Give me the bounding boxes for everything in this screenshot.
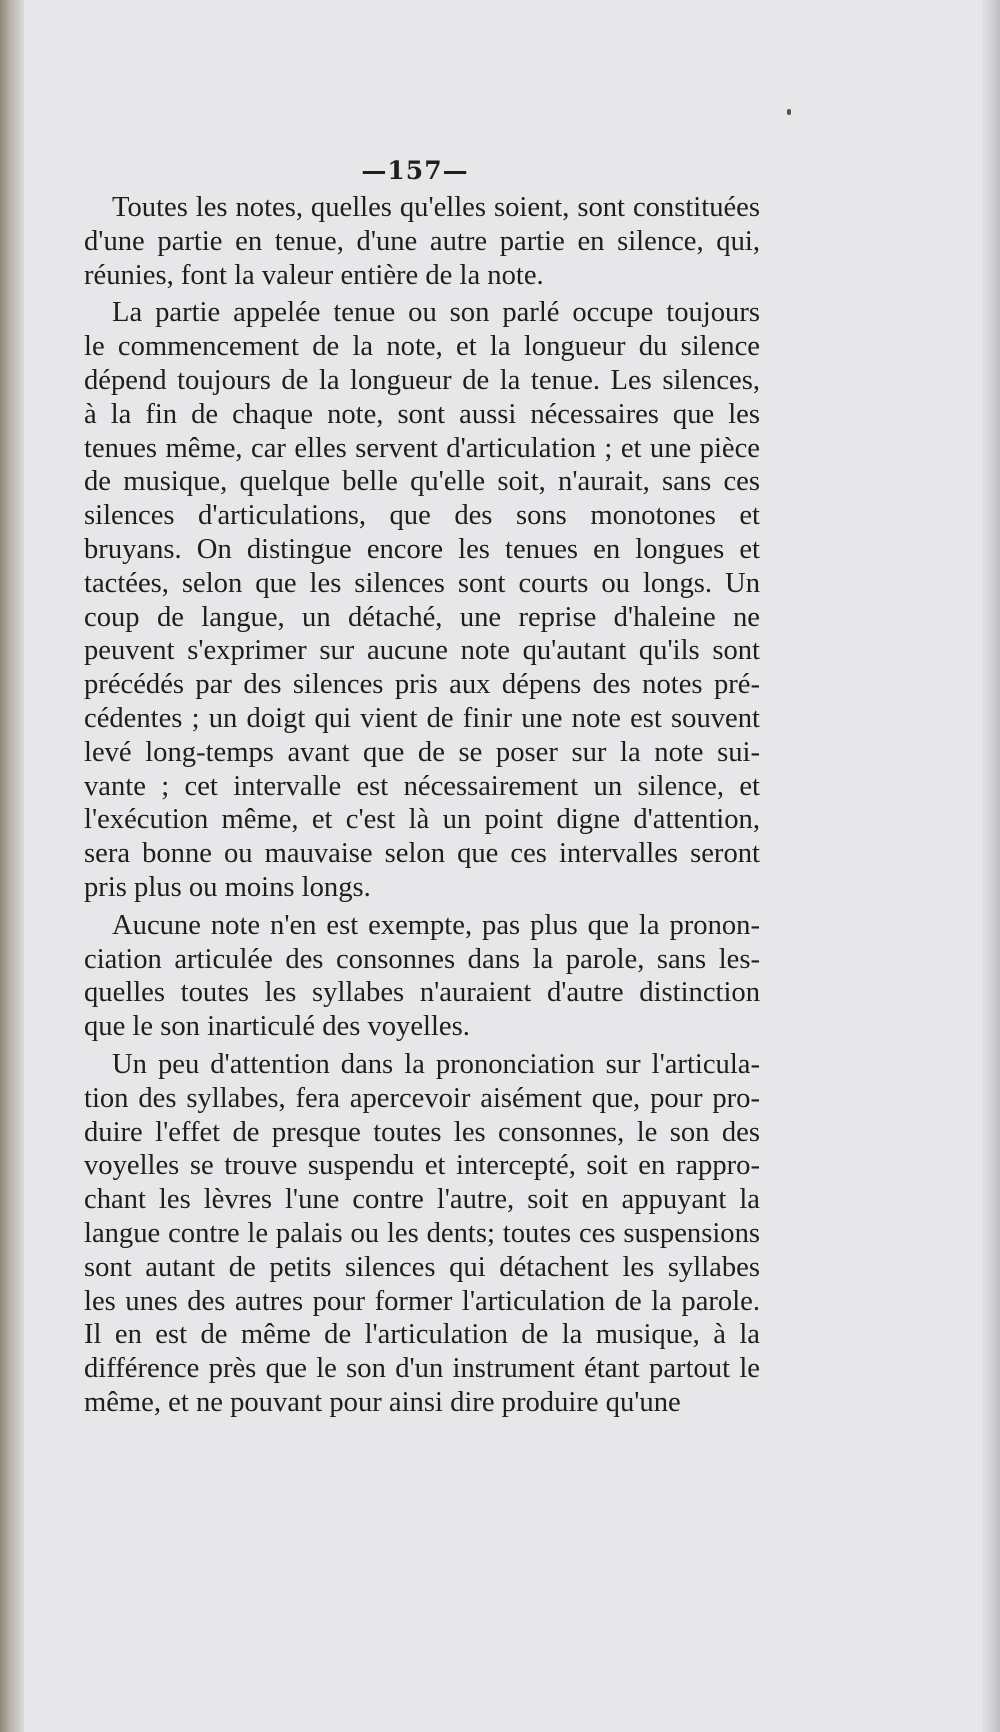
body-text [84, 191, 760, 1424]
text-line: dépend toujours de la longueur de la tenue. Les silences, [84, 364, 760, 396]
text-line: Un peu d'attention dans la prononciation sur l'articula- [112, 1048, 760, 1080]
text-line: même, et ne pouvant pour ainsi dire produire qu'une [84, 1386, 681, 1418]
paragraph [84, 909, 760, 1044]
text-line: langue contre le palais ou les dents; toutes ces suspensions [84, 1217, 760, 1249]
text-line: pris plus ou moins longs. [84, 871, 371, 903]
text-line: que le son inarticulé des voyelles. [84, 1011, 470, 1043]
text-line: Toutes les notes, quelles qu'elles soient, sont constituées [112, 192, 760, 223]
text-line: cédentes ; un doigt qui vient de finir une note est souvent [84, 702, 760, 734]
text-line: différence près que le son d'un instrument étant partout le [84, 1353, 760, 1385]
text-line: à la fin de chaque note, sont aussi nécessaires que les [84, 398, 760, 430]
text-line: tion des syllabes, fera apercevoir aisément que, pour pro- [84, 1082, 760, 1114]
text-line: d'une partie en tenue, d'une autre partie en silence, qui, [84, 225, 760, 257]
paragraph [84, 296, 760, 904]
ink-speck [787, 109, 791, 115]
text-line: l'exécution même, et c'est là un point digne d'attention, [84, 804, 760, 836]
text-line: silences d'articulations, que des sons monotones et [84, 500, 760, 532]
text-line: de musique, quelque belle qu'elle soit, n'aurait, sans ces [84, 466, 760, 498]
paragraph [84, 1048, 760, 1420]
text-line: bruyans. On distingue encore les tenues en longues et [84, 533, 760, 565]
text-line: levé long-temps avant que de se poser sur la note sui- [84, 736, 760, 768]
paragraph [84, 191, 760, 292]
text-line: coup de langue, un détaché, une reprise d'haleine ne [84, 601, 760, 633]
text-line: voyelles se trouve suspendu et intercepté, soit en rappro- [84, 1150, 760, 1182]
text-line: ciation articulée des consonnes dans la parole, sans les- [84, 943, 760, 975]
text-line: La partie appelée tenue ou son parlé occupe toujours [112, 297, 760, 329]
text-line: réunies, font la valeur entière de la note. [84, 259, 544, 291]
text-line: peuvent s'exprimer sur aucune note qu'autant qu'ils sont [84, 635, 760, 667]
text-line: Aucune note n'en est exempte, pas plus que la pronon- [112, 909, 760, 941]
text-line: tenues même, car elles servent d'articulation ; et une pièce [84, 432, 760, 464]
page-edge [982, 0, 1000, 1732]
text-line: chant les lèvres l'une contre l'autre, soit en appuyant la [84, 1184, 760, 1216]
text-line: les unes des autres pour former l'articulation de la parole. [84, 1285, 760, 1317]
text-line: vante ; cet intervalle est nécessairement un silence, et [84, 770, 760, 802]
text-line: Il en est de même de l'articulation de la musique, à la [84, 1319, 760, 1351]
page-number: —157— [361, 156, 469, 185]
text-line: précédés par des silences pris aux dépens des notes pré- [84, 669, 760, 701]
text-line: le commencement de la note, et la longueur du silence [84, 331, 760, 363]
binding-shadow [0, 0, 24, 1732]
text-line: tactées, selon que les silences sont courts ou longs. Un [84, 567, 760, 599]
text-line: quelles toutes les syllabes n'auraient d'autre distinction [84, 977, 760, 1009]
text-line: duire l'effet de presque toutes les consonnes, le son des [84, 1116, 760, 1148]
text-line: sont autant de petits silences qui détachent les syllabes [84, 1251, 760, 1283]
text-line: sera bonne ou mauvaise selon que ces intervalles seront [84, 838, 760, 870]
